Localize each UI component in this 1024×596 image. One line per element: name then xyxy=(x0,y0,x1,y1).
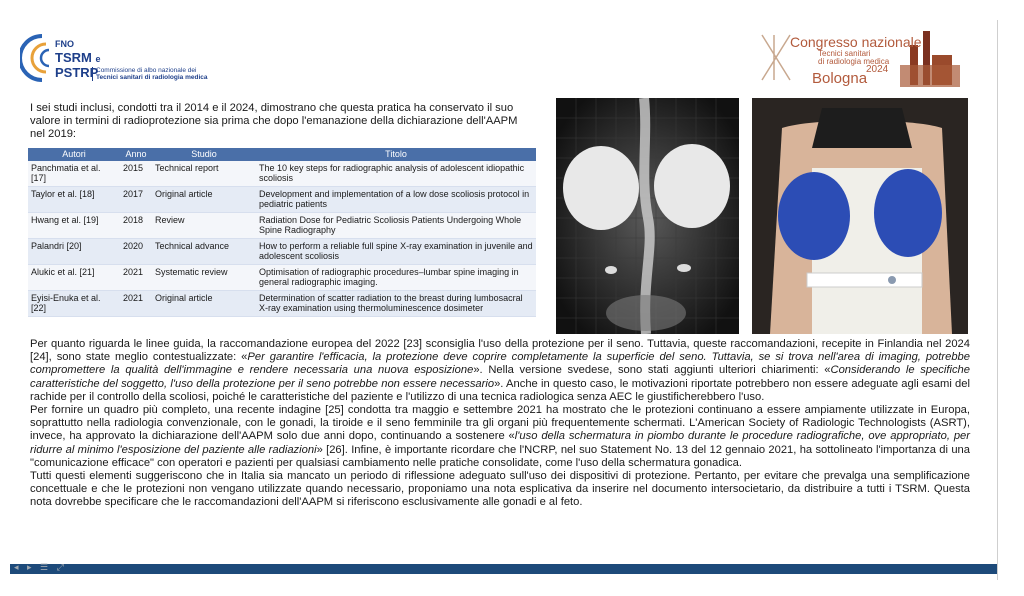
shield-illustration xyxy=(752,98,968,334)
cell-anno: 2018 xyxy=(120,212,152,238)
table-row xyxy=(28,238,536,264)
congress-sub1: Tecnici sanitari xyxy=(818,49,871,58)
cell-studio: Technical report xyxy=(152,161,256,187)
p2-text-c: » [26]. Infine, è importante ricordare che l'NCRP, nel suo Statement No. 13 del 12 gennaio 2021, ha sottolineato l'importanza di una "comunicazione efficace" con operatori e pazienti per qualsiasi cambiamento nelle pratiche consolidate, come l'uso della schermatura gonadica. xyxy=(30,443,970,469)
cell-anno: 2020 xyxy=(120,238,152,264)
cell-autori: Taylor et al. [18] xyxy=(28,186,120,212)
cell-studio: Technical advance xyxy=(152,238,256,264)
cell-autori: Alukic et al. [21] xyxy=(28,264,120,290)
paragraph-conclusion: Tutti questi elementi suggeriscono che in Italia sia mancato un periodo di riflessione adeguato sull'uso dei dispositivi di protezione. Pertanto, per evitare che prevalga una semplificazione concettuale e che le protezioni non vengano utilizzate quando necessario, proponiamo una nota esplicativa da inserire nel documento intersocietario, da distribuire a tutti i TSRM. Questa nota dovrebbe specificare che le raccomandazioni dell'AAPM si riferiscono esclusivamente alle gonadi e al feto. xyxy=(30,470,970,509)
studies-table xyxy=(28,148,536,317)
congress-city: Bologna xyxy=(812,70,868,87)
table-header-row xyxy=(28,148,536,161)
cell-studio: Original article xyxy=(152,186,256,212)
cell-anno: 2015 xyxy=(120,161,152,187)
p2-quote-asrt: l'uso della schermatura in piombo durante le procedure radiografiche, ove appropriato, per ridurre al minimo l'esposizione del paziente alle radiazioni xyxy=(30,430,970,456)
table-row xyxy=(28,212,536,238)
logo-sub-line1: Commissione di albo nazionale dei xyxy=(96,67,197,74)
cell-autori: Palandri [20] xyxy=(28,238,120,264)
xray-illustration xyxy=(556,98,739,334)
cell-studio: Original article xyxy=(152,290,256,316)
congress-title: Congresso nazionale xyxy=(790,34,922,50)
congress-sub2: di radiologia medica xyxy=(818,57,890,66)
cell-anno: 2021 xyxy=(120,264,152,290)
cell-titolo: How to perform a reliable full spine X-ray examination in juvenile and adolescent scoliosis xyxy=(256,238,536,264)
slide-navigation-controls[interactable]: ◂ ▸ ☰ ⤢ xyxy=(14,562,67,572)
cell-autori: Panchmatia et al. [17] xyxy=(28,161,120,187)
table-row xyxy=(28,290,536,316)
congress-year: 2024 xyxy=(866,64,889,75)
p1-text-a: Per quanto riguarda le linee guida, la raccomandazione europea del 2022 [23] sconsiglia l'uso della protezione per il seno. Tuttavia, queste raccomandazioni, recepite in Finlandia nel 2024 [24], sono state meglio contestualizzate: « xyxy=(30,338,970,364)
logo-sub-line2: Tecnici sanitari di radiologia medica xyxy=(96,74,208,81)
footer-bar xyxy=(10,564,997,574)
header-studio: Studio xyxy=(152,148,256,161)
header-anno: Anno xyxy=(120,148,152,161)
header-autori: Autori xyxy=(28,148,120,161)
logo-left-subtitle xyxy=(92,67,208,81)
cell-autori: Hwang et al. [19] xyxy=(28,212,120,238)
logo-fno: FNO xyxy=(55,39,74,49)
intro-paragraph: I sei studi inclusi, condotti tra il 2014 e il 2024, dimostrano che questa pratica ha conservato il suo valore in termini di radioprotezione sia prima che dopo l'emanazione della dichiarazione dell'AAPM nel 2019: xyxy=(30,102,518,140)
table-row xyxy=(28,186,536,212)
logo-e: e xyxy=(95,54,101,64)
cell-autori: Eyisi-Enuka et al. [22] xyxy=(28,290,120,316)
p1-text-c: ». Nella versione svedese, sono stati aggiunti ulteriori chiarimenti: « xyxy=(473,364,831,377)
cell-anno: 2017 xyxy=(120,186,152,212)
logo-tsrm: TSRM xyxy=(55,50,92,65)
cell-anno: 2021 xyxy=(120,290,152,316)
table-row xyxy=(28,264,536,290)
cell-titolo: The 10 key steps for radiographic analysis of adolescent idiopathic scoliosis xyxy=(256,161,536,187)
cell-titolo: Radiation Dose for Pediatric Scoliosis Patients Undergoing Whole Spine Radiography xyxy=(256,212,536,238)
logo-pstrp: PSTRP xyxy=(55,65,99,80)
header-titolo: Titolo xyxy=(256,148,536,161)
paragraph-survey xyxy=(30,404,970,470)
cell-titolo: Optimisation of radiographic procedures–lumbar spine imaging in general radiographic imaging. xyxy=(256,264,536,290)
cell-titolo: Development and implementation of a low dose scoliosis protocol in pediatric patients xyxy=(256,186,536,212)
cell-studio: Systematic review xyxy=(152,264,256,290)
p1-quote-finland: Per garantire l'efficacia, la protezione deve coprire completamente la superficie del seno. Tuttavia, se si trova nell'area di imaging, potrebbe compromettere la qualità dell'immagine e rendere necessaria una nuova esposizione xyxy=(30,351,970,377)
breast-shield-photo xyxy=(752,98,968,334)
p1-text-e: ». Anche in questo caso, le motivazioni riportate potrebbero non essere adeguate agli esami del rachide per il controllo della scoliosi, poiché le caratteristiche del paziente e l'utilizzo di una tecnica radiologica senza AEC le giustificherebbero l'uso. xyxy=(30,377,970,403)
p2-text-a: Per fornire un quadro più completo, una recente indagine [25] condotta tra maggio e settembre 2021 ha mostrato che le protezioni continuano a essere ampiamente utilizzate in Europa, soprattutto nella radiologia convenzionale, con le gonadi, la tiroide e il seno femminile tra gli organi più frequentemente schermati. L'American Society of Radiologic Technologists (ASRT), invece, ha approvato la dichiarazione dell'AAPM solo due anni dopo, continuando a sostenere « xyxy=(30,404,970,443)
spine-xray-image xyxy=(556,98,739,334)
paragraph-guidelines xyxy=(30,338,970,404)
table-row xyxy=(28,161,536,187)
cell-studio: Review xyxy=(152,212,256,238)
cell-titolo: Determination of scatter radiation to the breast during lumbosacral X-ray examination using thermoluminescence dosimeter xyxy=(256,290,536,316)
body-text xyxy=(30,338,970,510)
p1-quote-sweden: Considerando le specifiche caratteristiche del soggetto, l'uso della protezione per il seno potrebbe non essere necessario xyxy=(30,364,970,390)
